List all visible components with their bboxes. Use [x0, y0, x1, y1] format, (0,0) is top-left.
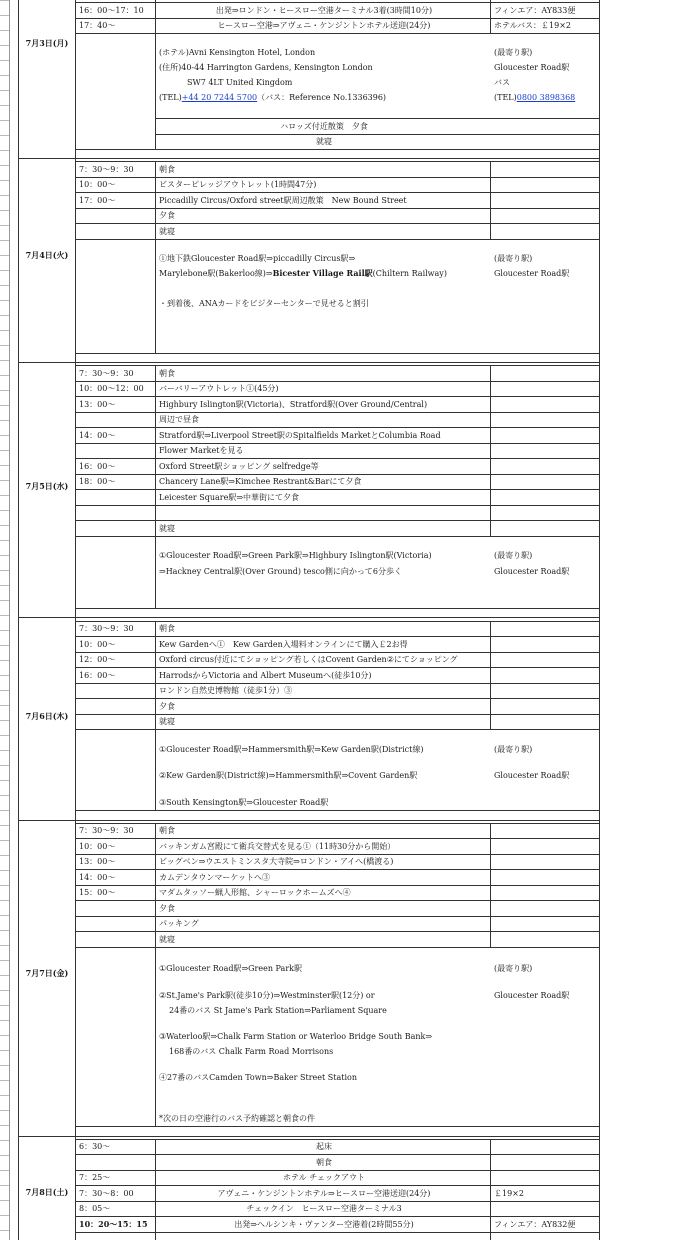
day-label-jul7: 7月7日(金): [25, 968, 69, 978]
day-label-jul3: 7月3日(月): [25, 38, 69, 48]
day-label-jul5: 7月5日(水): [25, 481, 69, 491]
day-label-jul8: 7月8日(土): [25, 1187, 69, 1197]
hotel-tel-link[interactable]: +44 20 7244 5700: [181, 93, 258, 102]
day-label-jul6: 7月6日(木): [25, 711, 69, 721]
left-margin-ruler: [0, 0, 10, 1240]
bus-tel-link[interactable]: 0800 3898368: [516, 93, 576, 102]
day-label-jul4: 7月4日(火): [25, 250, 69, 260]
itinerary-table: 7月3日(月) 16：00〜17：10 出発⇒ロンドン・ヒースロー空港ターミナル3着(3時間10分) フィンエア：AY833便 17：40〜 ヒースロー空港⇒アヴェニ・ケンジントンホテル送迎(24分) ホテルバス：￡19×2 (ホテル)Avni Kensington Hotel, London (最寄り駅) (住所)40-44 Harrington Gardens, Kensington London Gloucester Road駅 SW7 4LT United Kingdom バス (TEL)+44 20 7244 5700（バス：Reference No.1336396) (TEL)0800 3898368 ハロッズ付近散策 夕食 就寝 7月4日(火) 7：30〜9：30 朝食 10：00〜 ビスターピレッジアウトレット(1時間47分) 17：00〜 Piccadilly Circus/Oxford street駅周辺散策 New Bound Street 夕食 就寝 ①地下鉄Gloucester Road駅⇒piccadilly Circus駅⇒ (最寄り駅) Marylebone駅(Bakerloo線)⇒Bicester Village Rail駅(Chiltern Railway) Gloucester Road駅 ・到着後、ANAカードをビジターセンターで見せると割引 7月5日(水) 7：30〜9：30 朝食 10：00〜12：00 バーバリーアウトレット①(45分) 13：00〜 Highbury Islington駅(Victoria)、Stratford駅(Over Ground/Central) 周辺で昼食 14：00〜 Stratford駅⇒Liverpool Street駅のSpitalfields MarketとColumbia Road Flower Marketを見る 16：00〜 Oxford Street駅ショッピング selfredge等 18：00〜 Chancery Lane駅⇒Kimchee Restrant&Barにて夕食 Leicester Square駅⇒中華街にて夕食 就寝 ①Gloucester Road駅⇒Green Park駅⇒Highbury Islington駅(Victoria) (最寄り駅) ⇒Hackney Central駅(Over Ground) tesco側に向かって6分歩く Gloucester Road駅 7月6日(木) 7：30〜9：30 朝食 10：00〜 Kew Gardenへ① Kew Garden入場料オンラインにて購入￡2お得 12：00〜 Oxford circus付近にてショッピング若しくはCovent Garden②にてショッピング 16：00〜 HarrodsからVictoria and Albert Museumへ(徒歩10分) ロンドン自然史博物館（徒歩1分）③ 夕食 就寝 ①Gloucester Road駅⇒Hammersmith駅⇒Kew Garden駅(District線) (最寄り駅) ②Kew Garden駅(District線)⇒Hammersmith駅⇒Covent Garden駅 Gloucester Road駅 ③South Kensington駅⇒Gloucester Road駅 7月7日(金) 7：30〜9：30 朝食 10：00〜 バッキンガム宮殿にて衛兵交替式を見る①（11時30分から開始） 13：00〜 ビッグベン⇒ウエストミンスタ大寺院⇒ロンドン・アイへ(橋渡る) 14：00〜 カムデンタウンマーケットへ③ 15：00〜 マダムタッソー蝋人形館、シャーロックホームズへ④ 夕食 パッキング 就寝 ①Gloucester Road駅⇒Green Park駅 (最寄り駅) ②St.Jame's Park駅(徒歩10分)⇒Westminster駅(12分) or Gloucester Road駅 24番のバス St Jame's Park Station⇒Parliament Square ③Waterloo駅⇒Chalk Farm Station or Waterloo Bridge South Bank⇒ 168番のバス Chalk Farm Road Morrisons ④27番のバスCamden Town⇒Baker Street Station *次の日の空港行のバス予約確認と朝食の件 7月8日(土) 6：30〜 起床 朝食 7：25〜 ホテル チェックアウト 7：30〜8：00 アヴェニ・ケンジントンホテル⇒ヒースロー空港送迎(24分) ￡19×2 8：05〜 チェックイン ヒースロー空港ターミナル3 10：20〜15：15 出発⇒ヘルシンキ・ヴァンター空港着(2時間55分) フィンエア：AY832便: [18, 0, 600, 1240]
